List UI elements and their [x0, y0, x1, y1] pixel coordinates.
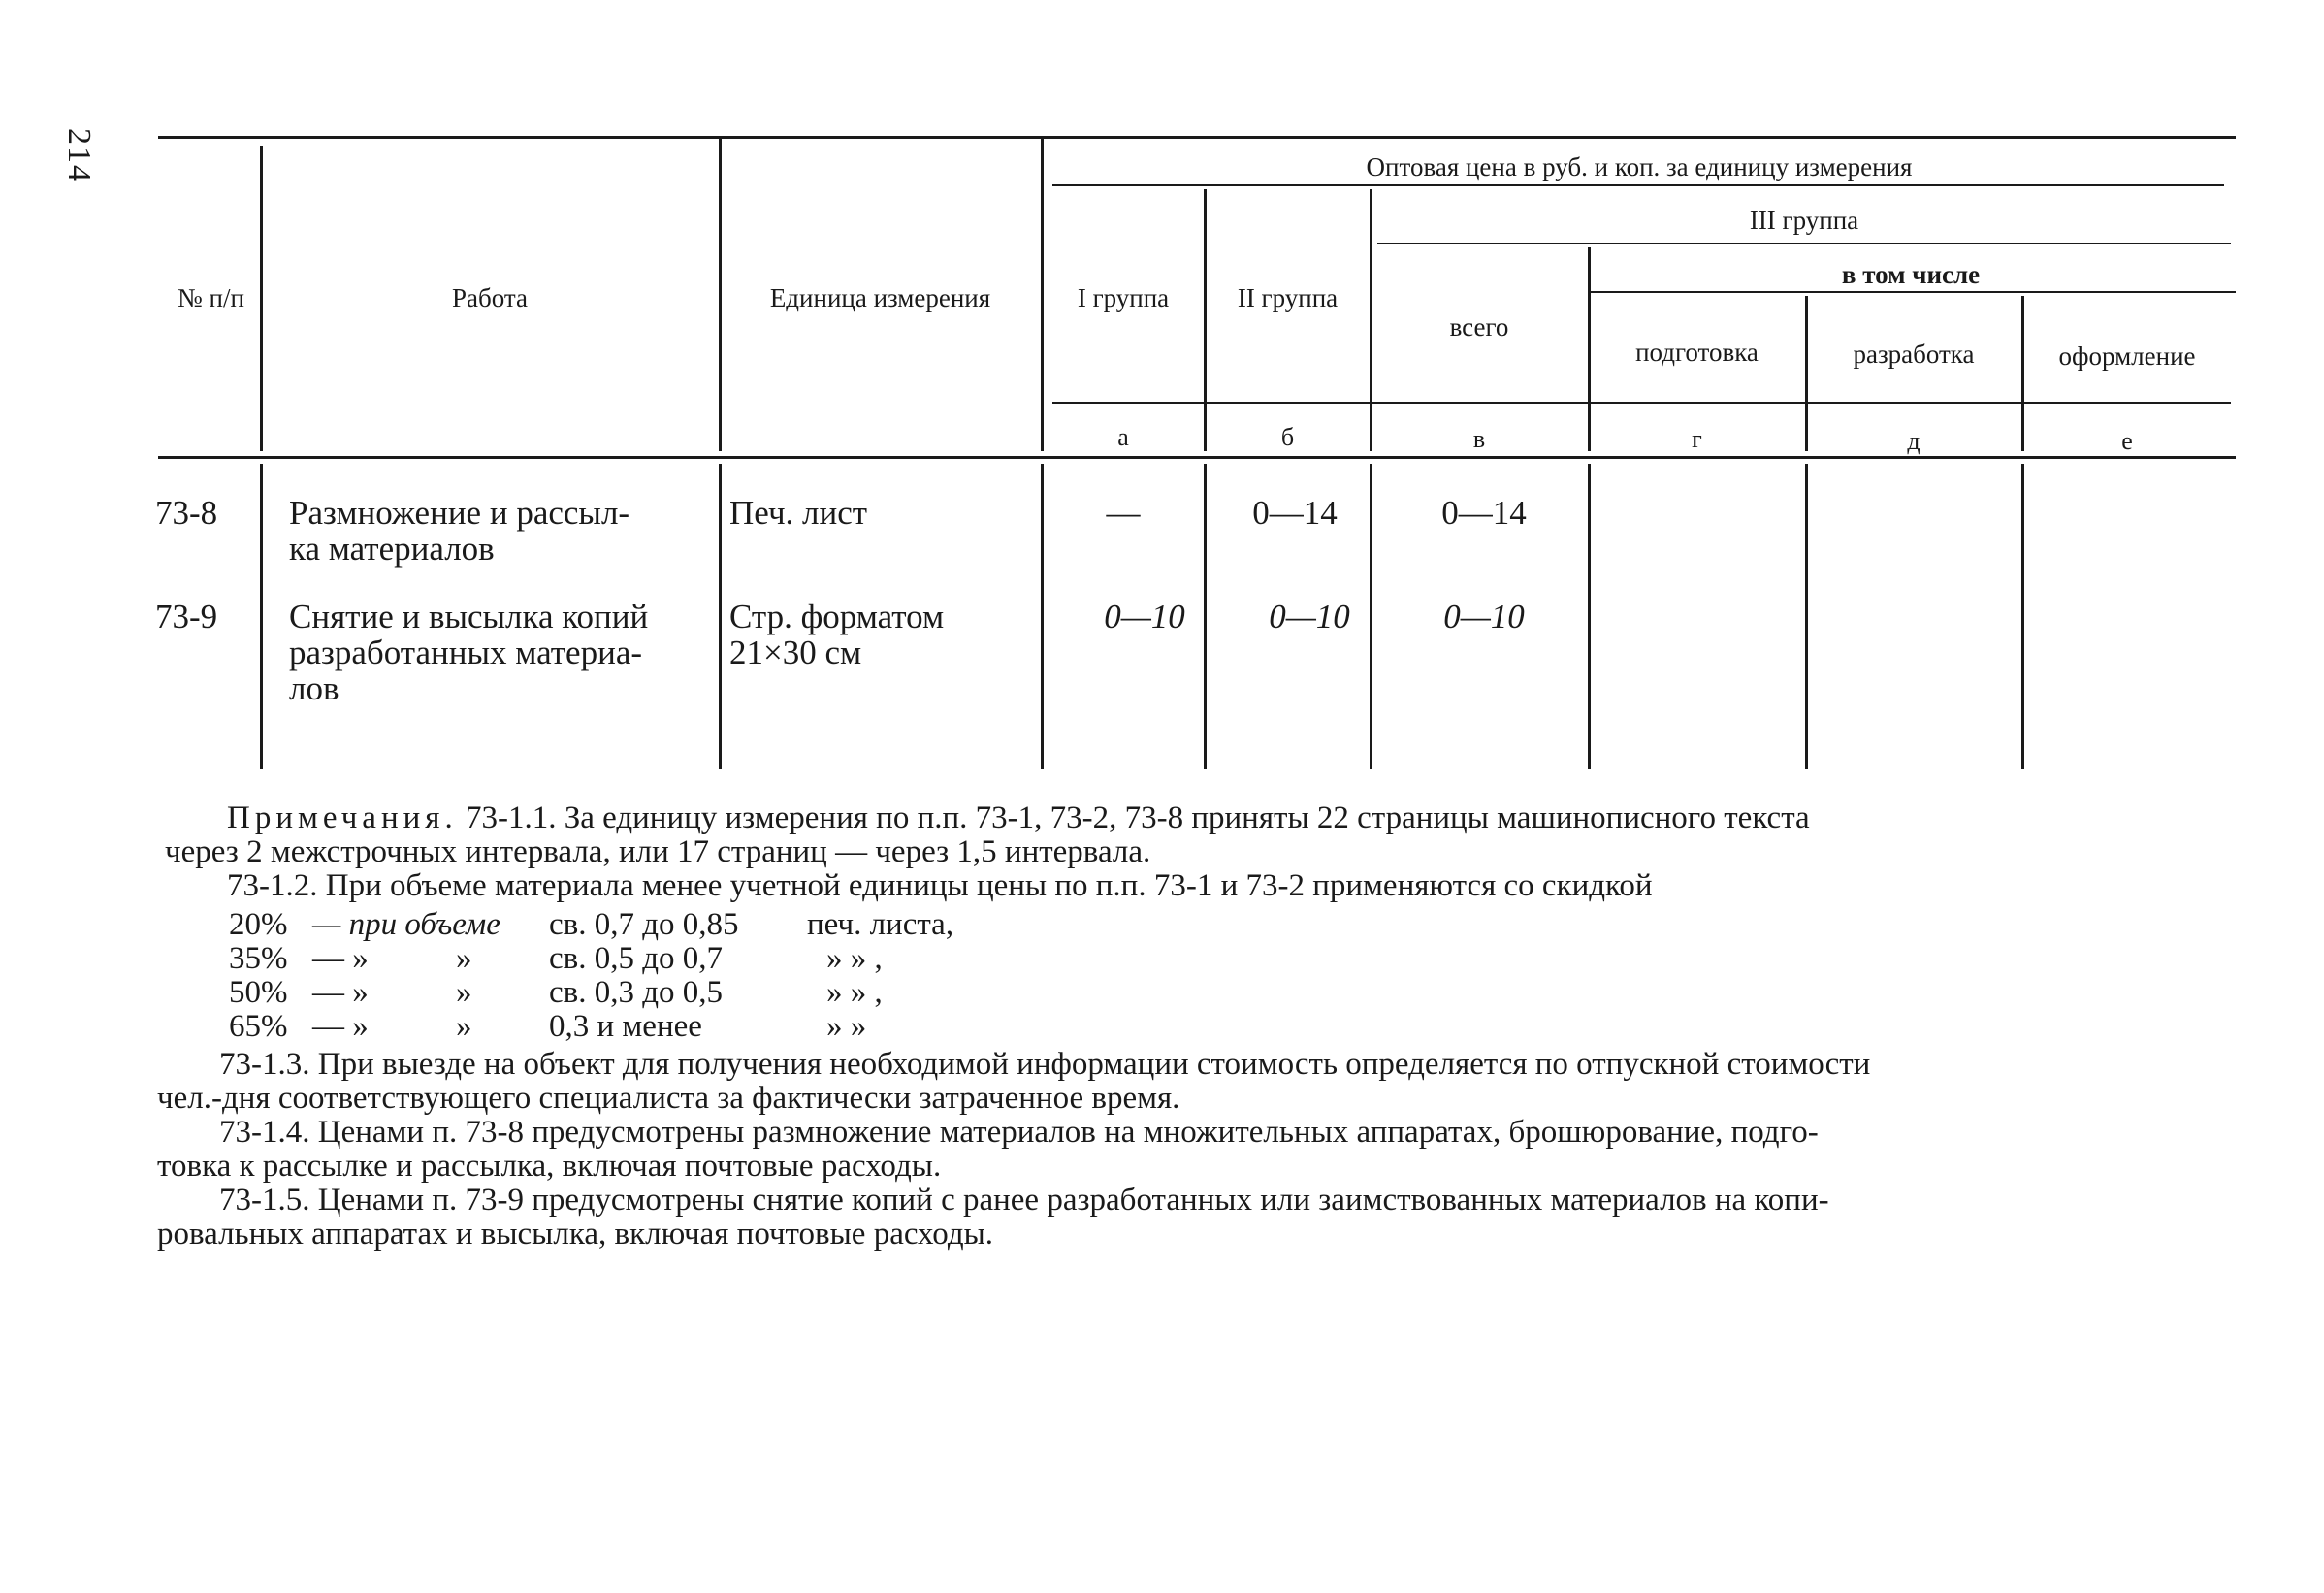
discount-mark: » — [456, 941, 472, 976]
col-divider-1 — [260, 146, 263, 451]
table-row-total: 0—14 — [1441, 494, 1527, 532]
note-1 — [227, 801, 2231, 835]
discount-pct: 20% — [229, 907, 288, 942]
table-row-unit — [729, 599, 944, 670]
discount-tail: » » , — [826, 975, 883, 1010]
table-row-num: 73-9 — [155, 598, 218, 635]
discount-range: св. 0,7 до 0,85 — [549, 907, 739, 942]
table-row-num: 73-8 — [155, 494, 218, 532]
table-row-group1: 0—10 — [1104, 598, 1185, 635]
col-divider-2 — [719, 139, 722, 451]
header-design: оформление — [2058, 341, 2196, 371]
notes-lead: Примечания. — [227, 800, 458, 835]
notes-section — [165, 801, 2231, 903]
header-bottom-rule — [158, 456, 2236, 459]
body-divider-4 — [1204, 464, 1207, 769]
body-divider-8 — [2021, 464, 2024, 769]
discount-pct: 35% — [229, 941, 288, 976]
discount-pct: 50% — [229, 975, 288, 1010]
header-work: Работа — [452, 283, 528, 312]
discount-tail: » » , — [826, 941, 883, 976]
work-line: лов — [289, 669, 339, 707]
header-group3: III группа — [1749, 206, 1859, 235]
header-unit: Единица измерения — [769, 283, 991, 312]
discount-range: 0,3 и менее — [549, 1009, 702, 1044]
discount-tail: » » — [826, 1009, 867, 1044]
discount-dash: — » — [312, 941, 369, 976]
note-4: 73-1.4. Ценами п. 73-8 предусмотрены размножение материалов на множительных аппаратах, брошюрование, подго- — [219, 1115, 1819, 1150]
work-line: разработанных материа- — [289, 634, 643, 671]
discount-mark: » — [456, 975, 472, 1010]
body-divider-1 — [260, 464, 263, 769]
body-divider-6 — [1588, 464, 1591, 769]
note-1-line2: через 2 межстрочных интервала, или 17 страниц — через 1,5 интервала. — [165, 834, 1151, 869]
column-letter-v: в — [1472, 425, 1486, 453]
table-row-unit: Печ. лист — [729, 494, 868, 532]
group3-rule — [1377, 243, 2231, 244]
work-line: Снятие и высылка копий — [289, 598, 649, 635]
column-letter-e: е — [2121, 427, 2133, 455]
discount-tail: печ. листа, — [807, 907, 954, 942]
body-divider-5 — [1370, 464, 1372, 769]
page-number: 214 — [61, 128, 97, 183]
header-prep: подготовка — [1635, 338, 1759, 367]
unit-line: Стр. форматом — [729, 598, 945, 635]
header-group1: I группа — [1077, 283, 1170, 312]
table-row-group1: — — [1106, 494, 1141, 532]
table-row-work — [289, 495, 716, 567]
note-3: 73-1.3. При выезде на объект для получения необходимой информации стоимость определяется по отпускной стоимости — [219, 1047, 1871, 1082]
discount-mark: » — [456, 1009, 472, 1044]
discount-range: св. 0,3 до 0,5 — [549, 975, 724, 1010]
body-divider-7 — [1805, 464, 1808, 769]
header-group2: II группа — [1237, 283, 1339, 312]
column-letter-a: а — [1117, 423, 1129, 451]
header-num: № п/п — [178, 283, 244, 312]
unit-line: 21×30 см — [729, 634, 862, 671]
body-divider-3 — [1041, 464, 1044, 769]
header-in-which: в том числе — [1841, 260, 1981, 289]
column-letter-g: г — [1692, 425, 1702, 453]
header-total: всего — [1449, 312, 1509, 341]
discount-dash: — » — [312, 1009, 369, 1044]
table-row-group2: 0—14 — [1252, 494, 1338, 532]
column-letter-b: б — [1280, 423, 1295, 451]
in-which-rule — [1591, 291, 2236, 293]
table-row-total: 0—10 — [1443, 598, 1525, 635]
letters-rule — [1052, 402, 2231, 404]
col-divider-8 — [2021, 296, 2024, 451]
table-row-work — [289, 599, 716, 706]
body-divider-2 — [719, 464, 722, 769]
notes-section-2 — [157, 1047, 2231, 1252]
price-title-rule — [1052, 184, 2224, 186]
note-2: 73-1.2. При объеме материала менее учетной единицы цены по п.п. 73-1 и 73-2 применяются со скидкой — [227, 868, 1653, 903]
col-divider-7 — [1805, 296, 1808, 451]
table-row-group2: 0—10 — [1269, 598, 1350, 635]
note-1-text: 73-1.1. За единицу измерения по п.п. 73-1, 73-2, 73-8 приняты 22 страницы машинописного текста — [465, 800, 1810, 835]
note-3-line2: чел.-дня соответствующего специалиста за фактически затраченное время. — [157, 1081, 1180, 1116]
discount-dash: — » — [312, 975, 369, 1010]
col-divider-4 — [1204, 189, 1207, 451]
table-top-rule — [158, 136, 2236, 139]
header-price-title: Оптовая цена в руб. и коп. за единицу измерения — [1366, 152, 1913, 181]
work-line: Размножение и рассыл- — [289, 494, 630, 532]
discount-pct: 65% — [229, 1009, 288, 1044]
header-dev: разработка — [1853, 340, 1975, 369]
note-4-line2: товка к рассылке и рассылка, включая почтовые расходы. — [157, 1149, 942, 1184]
note-5: 73-1.5. Ценами п. 73-9 предусмотрены снятие копий с ранее разработанных или заимствованных материалов на копи- — [219, 1183, 1829, 1218]
discount-dash: — при объеме — [312, 907, 500, 942]
column-letter-d: д — [1907, 427, 1921, 455]
discount-range: св. 0,5 до 0,7 — [549, 941, 724, 976]
work-line: ка материалов — [289, 530, 495, 568]
note-5-line2: ровальных аппаратах и высылка, включая почтовые расходы. — [157, 1217, 994, 1252]
col-divider-5 — [1370, 189, 1372, 451]
col-divider-3 — [1041, 139, 1044, 451]
